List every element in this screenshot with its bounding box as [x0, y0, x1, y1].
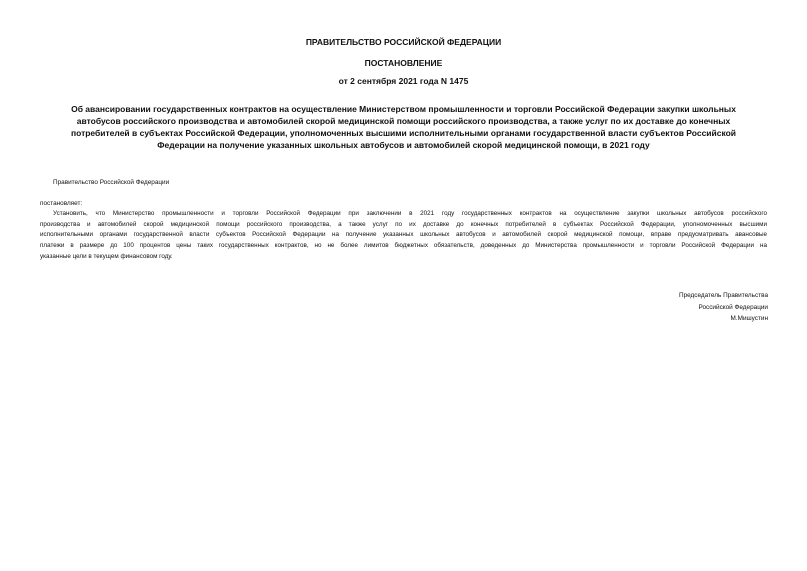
document-title	[45, 103, 762, 151]
decree-paragraph	[40, 209, 767, 263]
paragraph-line: Установить, что Министерство промышленности и торговли Российской Федерации при заключении в 2021 году государственных контрактов на осуществление закупки школьных автобусов российского	[53, 210, 767, 217]
signatory-position: Председатель Правительства	[679, 292, 768, 299]
signatory-name: М.Мишустин	[730, 315, 768, 322]
decrees-word: постановляет:	[40, 200, 83, 207]
document-date-number: от 2 сентября 2021 года N 1475	[338, 76, 469, 86]
document-type: ПОСТАНОВЛЕНИЕ	[364, 58, 443, 68]
paragraph-line: исполнительными органами государственной власти субъектов Российской Федерации на получение указанных школьных автобусов и автомобилей скорой медицинской помощи, вправе предусматривать авансовые	[40, 231, 767, 239]
government-heading: ПРАВИТЕЛЬСТВО РОССИЙСКОЙ ФЕДЕРАЦИИ	[305, 37, 502, 47]
signatory-position: Российской Федерации	[698, 303, 768, 311]
title-line: потребителей в субъектах Российской Федерации, уполномоченных высшими исполнительными органами государственной власти субъектов Российской	[70, 128, 737, 138]
paragraph-line: производства и автомобилей скорой медицинской помощи российского производства, а также услуг по их доставке до конечных потребителей в субъектах Российской Федерации, уполномоченных высшими	[40, 220, 767, 228]
issuer-text: Правительство Российской Федерации	[53, 179, 170, 186]
title-line: Федерации на получение указанных школьных автобусов и автомобилей скорой медицинской помощи, в 2021 году	[157, 140, 650, 150]
title-line: автобусов российского производства и автомобилей скорой медицинской помощи российского производства, а также услуг по их доставке до конечных	[76, 116, 731, 126]
signature-block	[679, 290, 768, 325]
paragraph-line: указанные цели в текущем финансовом году.	[40, 252, 173, 260]
title-line: Об авансировании государственных контрактов на осуществление Министерством промышленности и торговли Российской Федерации закупки школьных	[71, 104, 736, 114]
paragraph-line: платежи в размере до 100 процентов цены таких государственных контрактов, но не более лимитов бюджетных обязательств, доведенных до Министерства промышленности и торговли Российской Федерации на	[40, 242, 767, 250]
